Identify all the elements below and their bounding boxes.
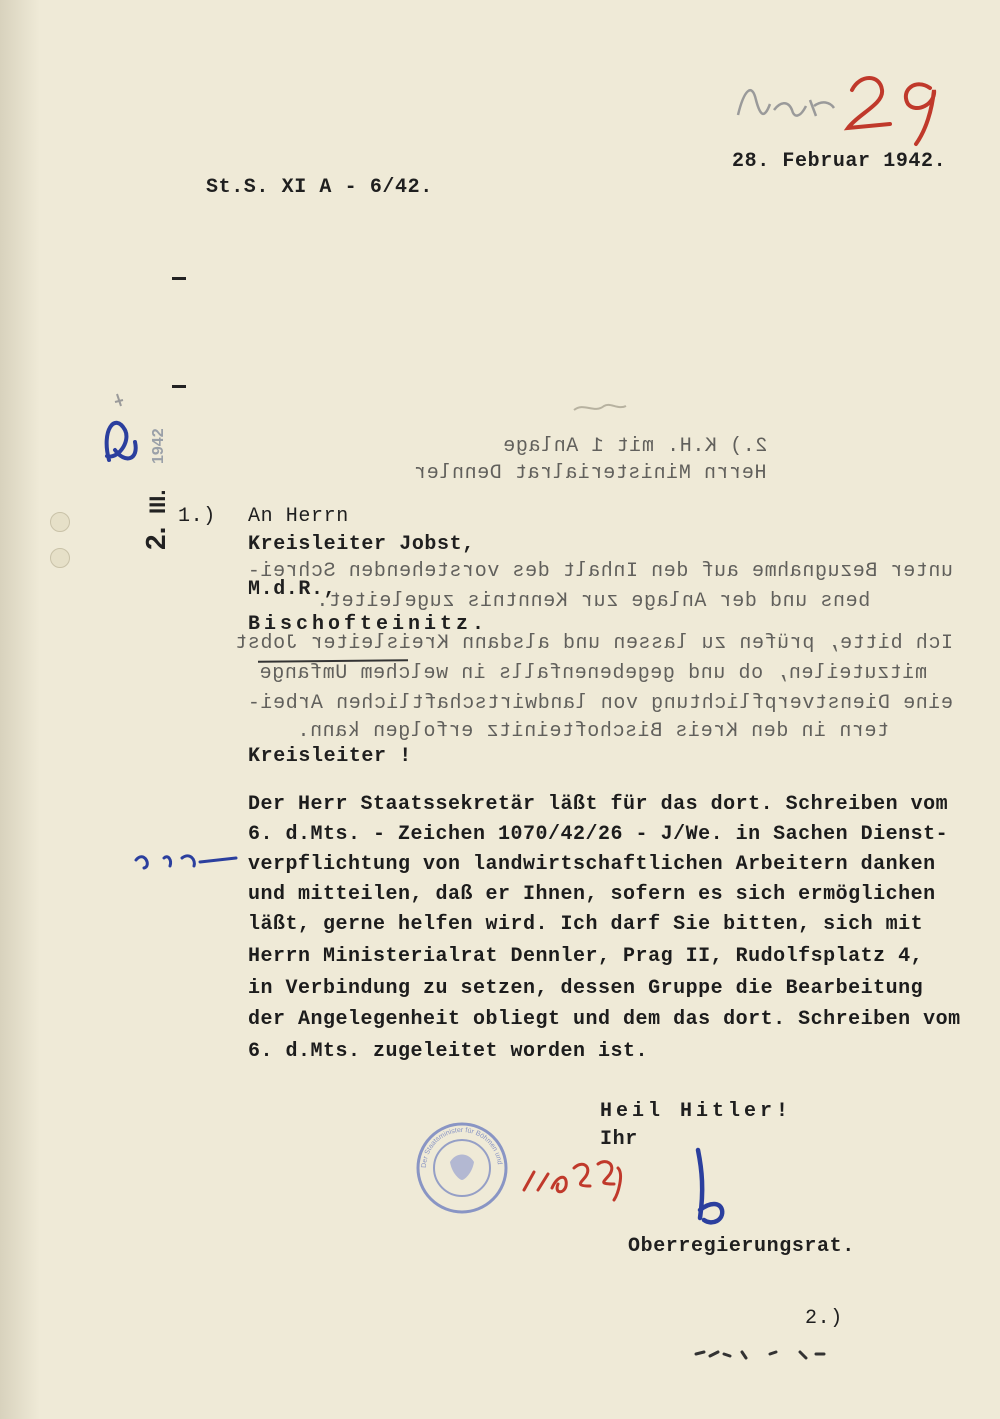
closing-pronoun: Ihr xyxy=(600,1128,638,1151)
blue-ink-signature xyxy=(680,1140,740,1230)
separator-dash-1 xyxy=(172,277,186,280)
bleedthrough-line-3: unter Bezugnahme auf den Inhalt des vorstehenden Schrei- xyxy=(247,560,953,583)
bleedthrough-line-5: Ich bitte, prüfen zu lassen und alsdann Kreisleiter Jobst xyxy=(234,632,953,655)
bleedthrough-dots-icon xyxy=(690,1340,840,1370)
paper-edge-shadow xyxy=(0,0,40,1419)
bleedthrough-line-8: tern in den Kreis Bischofteinitz erfolgen kann. xyxy=(296,720,890,743)
body-line-9: 6. d.Mts. zugeleitet worden ist. xyxy=(248,1040,649,1063)
body-line-3: verpflichtung von landwirtschaftlichen Arbeitern danken xyxy=(248,853,936,876)
margin-date-month: III. xyxy=(145,489,170,514)
bleedthrough-line-2: Herrn Ministerialrat Dennler xyxy=(413,462,767,485)
body-line-7: in Verbindung zu setzen, dessen Gruppe die Bearbeitung xyxy=(248,977,924,1000)
margin-date-year: 1942 xyxy=(150,428,167,464)
blue-ink-initials-icon xyxy=(107,423,136,460)
bleedthrough-line-4: bens und der Anlage zur Kenntnis zugeleitet. xyxy=(315,590,871,613)
body-line-1: Der Herr Staatssekretär läßt für das dort. Schreiben vom xyxy=(248,793,949,816)
bleedthrough-line-1: 2.) K.H. mit 1 Anlage xyxy=(502,435,768,458)
stamp-text: Der Staatsminister für Böhmen und Mähren xyxy=(409,1113,503,1169)
pencil-smudge-icon xyxy=(570,398,630,418)
signature-title: Oberregierungsrat. xyxy=(628,1235,855,1258)
blue-ink-margin-mark xyxy=(130,838,240,878)
pencil-annotation-icon xyxy=(738,90,834,116)
separator-dash-2 xyxy=(172,385,186,388)
bleedthrough-line-7: eine Dienstverpflichtung von landwirtschaftlichen Arbei- xyxy=(247,692,953,715)
body-line-5: läßt, gerne helfen wird. Ich darf Sie bitten, sich mit xyxy=(248,913,924,936)
body-line-2: 6. d.Mts. - Zeichen 1070/42/26 - J/We. in Sachen Dienst- xyxy=(248,823,949,846)
document-reference: St.S. XI A - 6/42. xyxy=(206,176,433,199)
margin-date-stamp xyxy=(95,390,205,560)
handwritten-folio-number xyxy=(730,60,970,150)
body-line-8: der Angelegenheit obliegt und dem das dort. Schreiben vom xyxy=(248,1008,961,1031)
continuation-number: 2.) xyxy=(805,1307,843,1330)
punch-hole-lower xyxy=(50,548,70,568)
stamp-emblem-icon xyxy=(450,1155,474,1181)
red-number-nine-icon xyxy=(906,84,934,144)
document-date: 28. Februar 1942. xyxy=(732,150,947,173)
pencil-tick-icon xyxy=(115,394,123,406)
recipient-salutation: An Herrn xyxy=(248,505,349,528)
official-round-stamp xyxy=(409,1113,512,1218)
recipient-name: Kreisleiter Jobst, xyxy=(248,533,475,556)
letter-greeting: Kreisleiter ! xyxy=(248,745,412,768)
red-number-two-icon xyxy=(848,78,890,128)
recipient-title: M.d.R., xyxy=(248,578,337,601)
margin-date-day: 2. xyxy=(140,526,171,550)
red-pencil-date-mark xyxy=(518,1150,628,1210)
punch-hole-upper xyxy=(50,512,70,532)
body-line-6: Herrn Ministerialrat Dennler, Prag II, Rudolfsplatz 4, xyxy=(248,945,924,968)
recipient-place: Bischofteinitz. xyxy=(248,613,489,636)
item-number: 1.) xyxy=(178,505,216,528)
closing-salute: Heil Hitler! xyxy=(600,1100,793,1123)
bleedthrough-line-6: mitzuteilen, ob und gegebenenfalls in welchem Umfange xyxy=(259,662,927,685)
body-line-4: und mitteilen, daß er Ihnen, sofern es sich ermöglichen xyxy=(248,883,936,906)
